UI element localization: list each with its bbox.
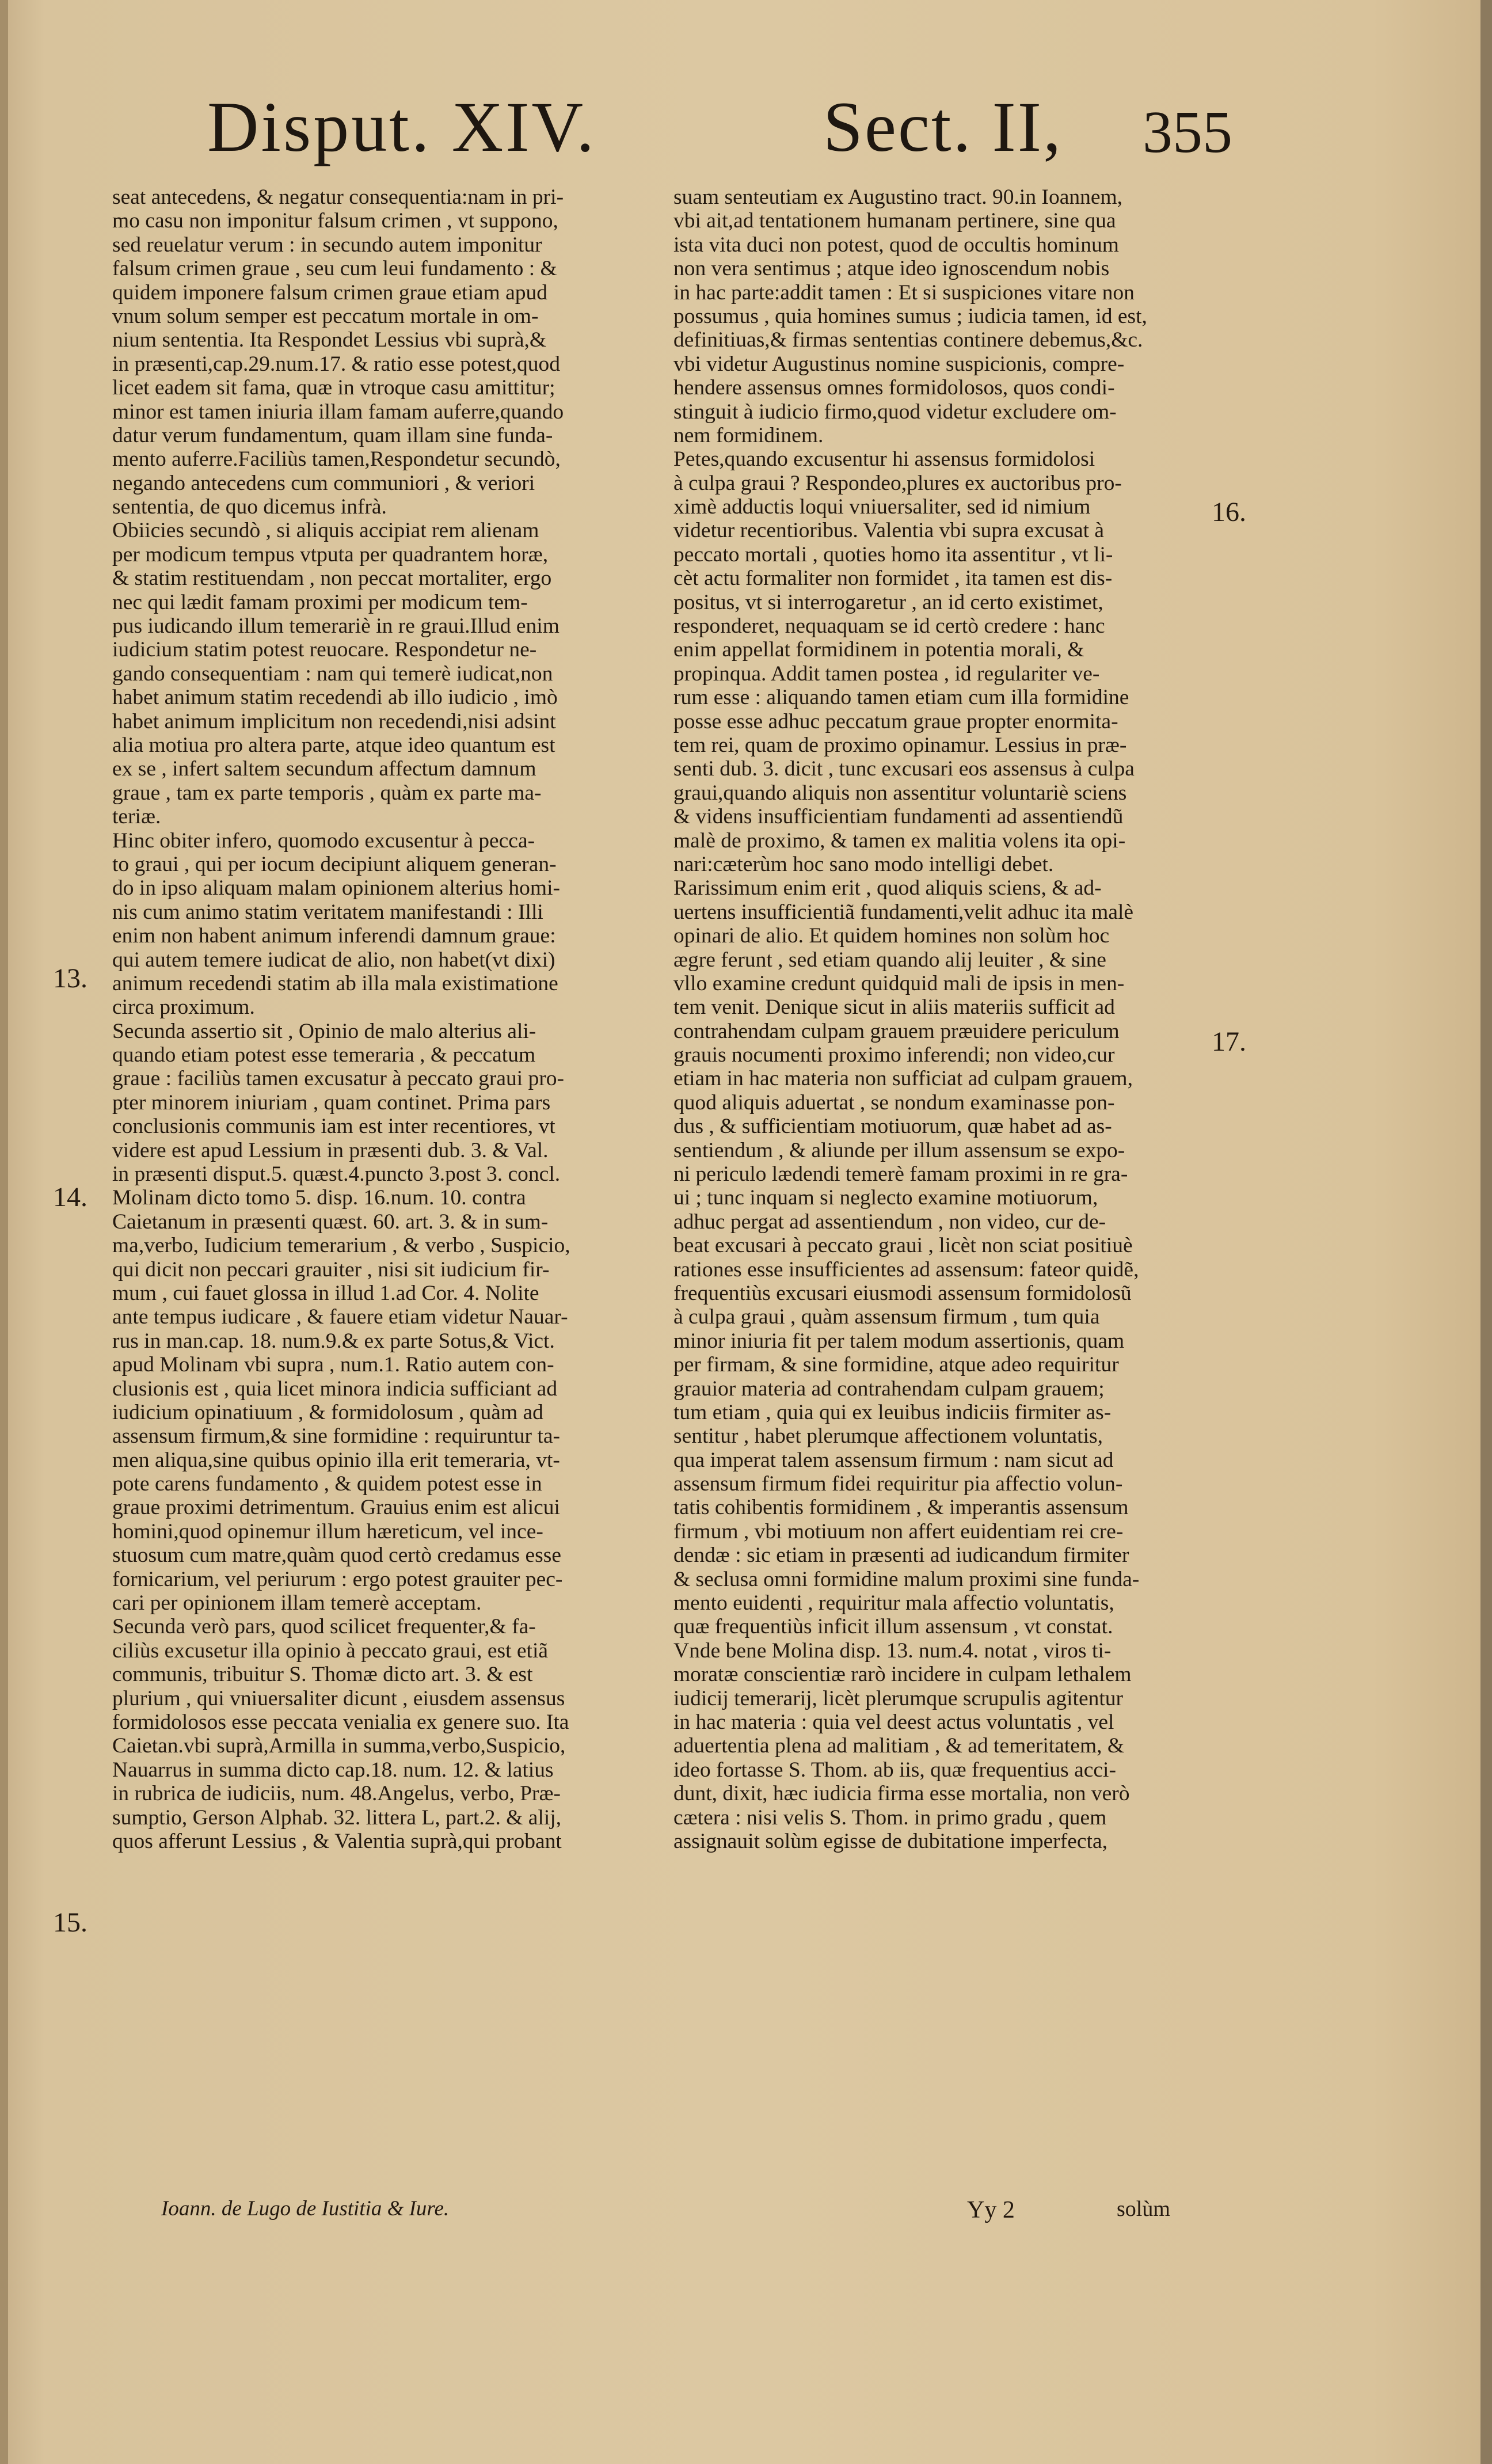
text-line: mum , cui fauet glossa in illud 1.ad Cor. 4. Nolite — [112, 1281, 539, 1305]
text-line: enim appellat formidinem in potentia morali, & — [673, 638, 1084, 662]
text-line: licet eadem sit fama, quæ in vtroque casu amittitur; — [112, 376, 555, 400]
text-line: qui dicit non peccari grauiter , nisi sit iudicium fir- — [112, 1257, 550, 1282]
margin-number: 17. — [1212, 1026, 1246, 1057]
text-line: Secunda verò pars, quod scilicet frequenter,& fa- — [112, 1615, 536, 1639]
text-line: to graui , qui per iocum decipiunt aliquem generan- — [112, 852, 557, 876]
text-line: qua imperat talem assensum firmum : nam sicut ad — [673, 1448, 1114, 1472]
text-line: dus , & sufficientiam motiuorum, quæ habet ad as- — [673, 1115, 1112, 1139]
text-line: cari per opinionem illam temerè acceptam. — [112, 1591, 482, 1615]
catchword: solùm — [1117, 2197, 1170, 2221]
text-line: ista vita duci non potest, quod de occultis hominum — [673, 233, 1119, 257]
text-line: peccato mortali , quoties homo ita assentitur , vt li- — [673, 542, 1113, 566]
text-line: etiam in hac materia non sufficiat ad culpam grauem, — [673, 1067, 1133, 1091]
text-line: animum recedendi statim ab illa mala existimatione — [112, 971, 558, 995]
text-line: fornicarium, vel periurum : ergo potest grauiter pec- — [112, 1567, 563, 1591]
text-line: Hinc obiter infero, quomodo excusentur à pecca- — [112, 828, 535, 853]
text-line: ximè adductis loqui vniuersaliter, sed id nimium — [673, 495, 1091, 519]
text-line: sententia, de quo dicemus infrà. — [112, 495, 387, 519]
text-line: habet animum implicitum non recedendi,nisi adsint — [112, 709, 556, 733]
text-line: sentitur , habet plerumque affectionem voluntatis, — [673, 1424, 1103, 1448]
text-line: alia motiua pro altera parte, atque ideo quantum est — [112, 733, 555, 757]
margin-number: 15. — [53, 1907, 87, 1938]
text-line: enim non habent animum inferendi damnum graue: — [112, 924, 556, 948]
text-line: quæ frequentiùs inficit illum assensum , vt constat. — [673, 1615, 1113, 1639]
text-line: uertens insufficientiã fundamenti,velit adhuc ita malè — [673, 900, 1134, 924]
text-line: stinguit à iudicio firmo,quod videtur excludere om- — [673, 400, 1117, 424]
text-line: vbi videtur Augustinus nomine suspicionis, compre- — [673, 352, 1125, 376]
text-line: plurium , qui vniuersaliter dicunt , eiusdem assensus — [112, 1686, 565, 1710]
text-line: hendere assensus omnes formidolosos, quos condi- — [673, 376, 1115, 400]
text-line: rationes esse insufficientes ad assensum: fateor quidẽ, — [673, 1257, 1139, 1282]
text-line: Petes,quando excusentur hi assensus formidolosi — [673, 447, 1095, 471]
text-line: rum esse : aliquando tamen etiam cum illa formidine — [673, 686, 1129, 710]
signature-mark: Yy 2 — [967, 2197, 1015, 2223]
text-line: stuosum cum matre,quàm quod certò credamus esse — [112, 1543, 561, 1568]
text-line: grauior materia ad contrahendam culpam grauem; — [673, 1377, 1105, 1401]
text-line: in hac materia : quia vel deest actus voluntatis , vel — [673, 1710, 1114, 1734]
text-line: in hac parte:addit tamen : Et si suspiciones vitare non — [673, 280, 1135, 305]
text-line: Caietanum in præsenti quæst. 60. art. 3. & in sum- — [112, 1210, 549, 1234]
text-line: Rarissimum enim erit , quod aliquis sciens, & ad- — [673, 876, 1102, 900]
text-line: responderet, nequaquam se id certò credere : hanc — [673, 614, 1105, 638]
text-line: opinari de alio. Et quidem homines non solùm hoc — [673, 924, 1110, 948]
text-line: sumptio, Gerson Alphab. 32. littera L, part.2. & alij, — [112, 1805, 562, 1830]
text-line: nari:cæterùm hoc sano modo intelligi debet. — [673, 852, 1054, 876]
text-line: Vnde bene Molina disp. 13. num.4. notat , viros ti- — [673, 1638, 1112, 1663]
text-line: communis, tribuitur S. Thomæ dicto art. 3. & est — [112, 1663, 533, 1687]
text-line: dendæ : sic etiam in præsenti ad iudicandum firmiter — [673, 1543, 1129, 1568]
text-line: nec qui lædit famam proximi per modicum tem- — [112, 590, 528, 614]
text-line: quando etiam potest esse temeraria , & peccatum — [112, 1043, 536, 1067]
text-line: assignauit solùm egisse de dubitatione imperfecta, — [673, 1829, 1107, 1853]
text-line: conclusionis communis iam est inter recentiores, vt — [112, 1115, 555, 1139]
text-line: circa proximum. — [112, 995, 255, 1020]
margin-number: 16. — [1212, 497, 1246, 527]
text-line: iudicij temerarij, licèt plerumque scrupulis agitentur — [673, 1686, 1123, 1710]
left-column — [112, 185, 596, 1853]
text-line: nem formidinem. — [673, 423, 824, 447]
text-line: mento auferre.Faciliùs tamen,Respondetur secundò, — [112, 447, 561, 471]
text-line: quidem imponere falsum crimen graue etiam apud — [112, 280, 547, 305]
text-line: teriæ. — [112, 805, 161, 829]
text-line: nium sententia. Ita Respondet Lessius vbi suprà,& — [112, 328, 547, 352]
text-line: minor est tamen iniuria illam famam auferre,quando — [112, 400, 564, 424]
header-disputation: Disput. XIV. — [207, 88, 597, 166]
text-line: sed reuelatur verum : in secundo autem imponitur — [112, 233, 542, 257]
text-line: Nauarrus in summa dicto cap.18. num. 12. & latius — [112, 1758, 554, 1782]
text-line: sentiendum , & aliunde per illum assensum se expo- — [673, 1138, 1125, 1162]
text-line: firmum , vbi motiuum non affert euidentiam rei cre- — [673, 1519, 1124, 1543]
text-line: graue : faciliùs tamen excusatur à peccato graui pro- — [112, 1067, 565, 1091]
text-line: graue , tam ex parte temporis , quàm ex parte ma- — [112, 781, 542, 805]
text-line: tatis cohibentis formidinem , & imperantis assensum — [673, 1496, 1129, 1520]
text-line: frequentiùs excusari eiusmodi assensum formidolosũ — [673, 1281, 1132, 1305]
text-line: quos afferunt Lessius , & Valentia suprà,qui probant — [112, 1829, 562, 1853]
text-line: à culpa graui ? Respondeo,plures ex auctoribus pro- — [673, 471, 1122, 495]
text-line: dunt, dixit, hæc iudicia firma esse mortalia, non verò — [673, 1782, 1130, 1806]
text-line: iudicium opinatiuum , & formidolosum , quàm ad — [112, 1400, 543, 1424]
text-line: pus iudicando illum temerariè in re graui.Illud enim — [112, 614, 560, 638]
text-line: senti dub. 3. dicit , tunc excusari eos assensus à culpa — [673, 757, 1135, 781]
text-line: mo casu non imponitur falsum crimen , vt suppono, — [112, 209, 558, 233]
text-line: cætera : nisi velis S. Thom. in primo gradu , quem — [673, 1805, 1107, 1830]
text-line: seat antecedens, & negatur consequentia:nam in pri- — [112, 185, 564, 209]
text-line: pote carens fundamento , & quidem potest esse in — [112, 1472, 542, 1496]
text-line: Molinam dicto tomo 5. disp. 16.num. 10. contra — [112, 1186, 526, 1210]
text-line: men aliqua,sine quibus opinio illa erit temeraria, vt- — [112, 1448, 560, 1472]
text-line: beat excusari à peccato graui , licèt non sciat positiuè — [673, 1234, 1133, 1258]
text-line: non vera sentimus ; atque ideo ignoscendum nobis — [673, 257, 1110, 281]
text-line: qui autem temere iudicat de alio, non habet(vt dixi) — [112, 948, 555, 972]
text-line: suam senteutiam ex Augustino tract. 90.in Ioannem, — [673, 185, 1123, 209]
text-line: contrahendam culpam grauem præuidere periculum — [673, 1019, 1120, 1043]
text-line: assensum firmum fidei requiritur pia affectio volun- — [673, 1472, 1123, 1496]
text-line: possumus , quia homines sumus ; iudicia tamen, id est, — [673, 304, 1147, 328]
footer-running-title: Ioann. de Lugo de Iustitia & Iure. — [161, 2197, 450, 2220]
text-line: in præsenti disput.5. quæst.4.puncto 3.post 3. concl. — [112, 1162, 561, 1187]
text-line: nis cum animo statim veritatem manifestandi : Illi — [112, 900, 543, 924]
margin-number: 14. — [53, 1182, 87, 1212]
page-edge-right — [1480, 0, 1492, 2464]
text-line: homini,quod opinemur illum hæreticum, vel ince- — [112, 1519, 543, 1543]
text-line: Caietan.vbi suprà,Armilla in summa,verbo,Suspicio, — [112, 1734, 566, 1758]
text-line: apud Molinam vbi supra , num.1. Ratio autem con- — [112, 1353, 554, 1377]
text-line: ideo fortasse S. Thom. ab iis, quæ frequentius acci- — [673, 1758, 1116, 1782]
text-line: aduertentia plena ad malitiam , & ad temeritatem, & — [673, 1734, 1125, 1758]
page-edge-left — [0, 0, 8, 2464]
text-line: ægre ferunt , sed etiam quando alij leuiter , & sine — [673, 948, 1106, 972]
text-line: & seclusa omni formidine malum proximi sine funda- — [673, 1567, 1140, 1591]
text-line: negando antecedens cum communiori , & veriori — [112, 471, 535, 495]
text-line: à culpa graui , quàm assensum firmum , tum quia — [673, 1305, 1100, 1329]
text-line: definitiuas,& firmas sententias continere debemus,&c. — [673, 328, 1143, 352]
text-line: assensum firmum,& sine formidine : requiruntur ta- — [112, 1424, 560, 1448]
text-line: & statim restituendam , non peccat mortaliter, ergo — [112, 566, 552, 591]
margin-number: 13. — [53, 963, 87, 994]
text-line: tum etiam , quia qui ex leuibus indiciis firmiter as- — [673, 1400, 1112, 1424]
text-line: cèt actu formaliter non formidet , ita tamen est dis- — [673, 566, 1113, 591]
text-line: ex se , infert saltem secundum affectum damnum — [112, 757, 536, 781]
text-line: tem rei, quam de proximo opinamur. Lessius in præ- — [673, 733, 1127, 757]
text-line: videre est apud Lessium in præsenti dub. 3. & Val. — [112, 1138, 549, 1162]
text-line: positus, vt si interrogaretur , an id certo existimet, — [673, 590, 1103, 614]
header-section: Sect. II, — [823, 88, 1063, 166]
text-line: per firmam, & sine formidine, atque adeo requiritur — [673, 1353, 1119, 1377]
text-line: gando consequentiam : nam qui temerè iudicat,non — [112, 661, 553, 686]
text-line: tem venit. Denique sicut in aliis materiis sufficit ad — [673, 995, 1115, 1020]
text-line: quod aliquis aduertat , se nondum examinasse pon- — [673, 1090, 1115, 1115]
running-header — [0, 86, 1492, 173]
text-line: videtur recentioribus. Valentia vbi supra excusat à — [673, 519, 1105, 543]
text-line: ui ; tunc inquam si neglecto examine motiuorum, — [673, 1186, 1098, 1210]
text-line: & videns insufficientiam fundamenti ad assentiendũ — [673, 805, 1124, 829]
text-line: pter minorem iniuriam , quam continet. Prima pars — [112, 1090, 551, 1115]
text-line: iudicium statim potest reuocare. Respondetur ne- — [112, 638, 537, 662]
text-line: vllo examine credunt quidquid mali de ipsis in men- — [673, 971, 1125, 995]
text-line: Secunda assertio sit , Opinio de malo alterius ali- — [112, 1019, 536, 1043]
text-line: ante tempus iudicare , & fauere etiam videtur Nauar- — [112, 1305, 568, 1329]
text-line: formidolosos esse peccata venialia ex genere suo. Ita — [112, 1710, 569, 1734]
text-line: minor iniuria fit per talem modum assertionis, quam — [673, 1329, 1125, 1353]
text-line: graue proximi detrimentum. Grauius enim est alicui — [112, 1496, 560, 1520]
text-line: posse esse adhuc peccatum graue propter enormita- — [673, 709, 1118, 733]
text-line: rus in man.cap. 18. num.9.& ex parte Sotus,& Vict. — [112, 1329, 555, 1353]
text-line: ma,verbo, Iudicium temerarium , & verbo , Suspicio, — [112, 1234, 570, 1258]
text-line: malè de proximo, & tamen ex malitia volens ita opi- — [673, 828, 1126, 853]
text-line: propinqua. Addit tamen postea , id regulariter ve- — [673, 661, 1100, 686]
page-number: 355 — [1143, 99, 1232, 165]
text-line: adhuc pergat ad assentiendum , non video, cur de- — [673, 1210, 1106, 1234]
text-line: graui,quando aliquis non assentitur voluntariè sciens — [673, 781, 1127, 805]
text-line: vnum solum semper est peccatum mortale in om- — [112, 304, 539, 328]
text-line: falsum crimen graue , seu cum leui fundamento : & — [112, 257, 557, 281]
text-line: clusionis est , quia licet minora indicia sufficiant ad — [112, 1377, 558, 1401]
right-column — [673, 185, 1157, 1853]
text-line: moratæ conscientiæ rarò incidere in culpam lethalem — [673, 1663, 1132, 1687]
text-line: vbi ait,ad tentationem humanam pertinere, sine qua — [673, 209, 1116, 233]
text-line: in rubrica de iudiciis, num. 48.Angelus, verbo, Præ- — [112, 1782, 561, 1806]
text-line: grauis nocumenti proximo inferendi; non video,cur — [673, 1043, 1115, 1067]
text-line: Obiicies secundò , si aliquis accipiat rem alienam — [112, 519, 539, 543]
text-line: per modicum tempus vtputa per quadrantem horæ, — [112, 542, 549, 566]
text-line: ni periculo lædendi temerè famam proximi in re gra- — [673, 1162, 1128, 1187]
text-line: habet animum statim recedendi ab illo iudicio , imò — [112, 686, 558, 710]
text-line: ciliùs excusetur illa opinio à peccato graui, est etiã — [112, 1638, 549, 1663]
text-line: datur verum fundamentum, quam illam sine funda- — [112, 423, 553, 447]
text-line: do in ipso aliquam malam opinionem alterius homi- — [112, 876, 560, 900]
text-line: mento euidenti , requiritur mala affectio voluntatis, — [673, 1591, 1114, 1615]
text-line: in præsenti,cap.29.num.17. & ratio esse potest,quod — [112, 352, 561, 376]
